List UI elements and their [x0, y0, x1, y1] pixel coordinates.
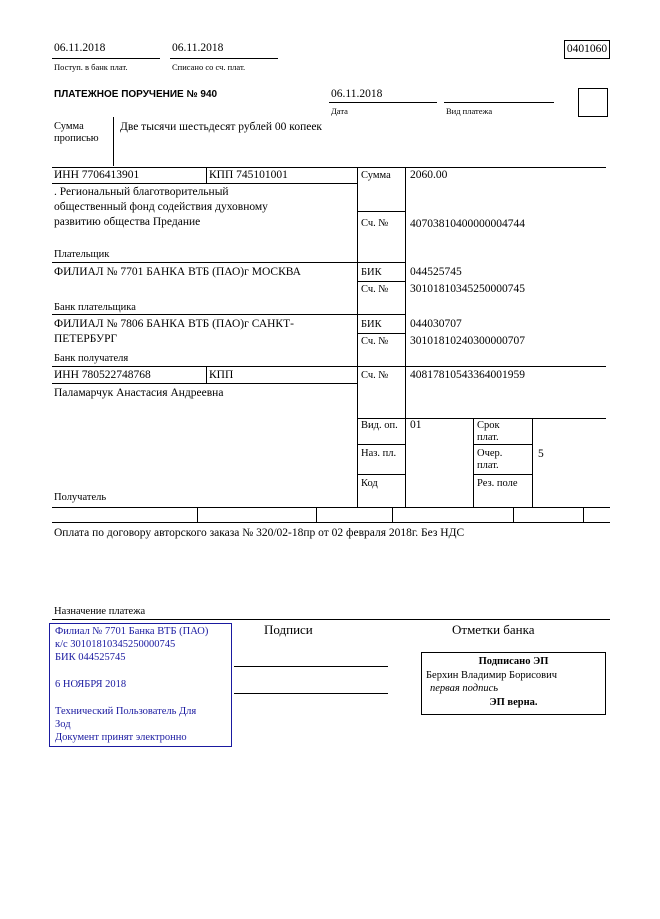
received-date: 06.11.2018	[54, 42, 106, 54]
ep-verified: ЭП верна.	[489, 697, 538, 708]
recipient-bank-account-value: 30101810240300000707	[410, 335, 525, 347]
grid-line	[52, 366, 606, 367]
amount-words-divider	[113, 117, 114, 166]
debited-caption: Списано со сч. плат.	[172, 62, 246, 72]
bank-stamp-line-7: Документ принят электронно	[55, 732, 187, 743]
payer-bank-caption: Банк плательщика	[54, 302, 136, 313]
signature-line-1	[234, 666, 388, 667]
grid-line	[473, 444, 532, 445]
document-date-caption: Дата	[331, 106, 348, 116]
payer-bank-name: ФИЛИАЛ № 7701 БАНКА ВТБ (ПАО)г МОСКВА	[54, 266, 301, 278]
payer-bank-bik-label: БИК	[361, 267, 382, 278]
payer-name-line-3: развитию общества Предание	[54, 216, 201, 228]
ocher-value: 5	[538, 448, 544, 460]
recipient-account-label: Сч. №	[361, 370, 389, 381]
grid-line	[473, 474, 532, 475]
vid-op-label: Вид. оп.	[361, 420, 398, 431]
purpose-text: Оплата по договору авторского заказа № 320/02-18пр от 02 февраля 2018г. Без НДС	[54, 527, 465, 539]
payment-type-caption: Вид платежа	[446, 106, 493, 116]
document-date-line	[329, 102, 437, 103]
grid-line	[52, 314, 405, 315]
recipient-bank-bik-label: БИК	[361, 319, 382, 330]
bank-stamp-line-5: Технический Пользователь Для	[55, 706, 197, 717]
bank-marks-caption: Отметки банка	[452, 622, 535, 637]
payer-caption: Плательщик	[54, 249, 110, 260]
ocher-label-2: плат.	[477, 460, 499, 471]
status-box	[578, 88, 608, 117]
grid-line	[513, 507, 514, 522]
amount-words-text: Две тысячи шестьдесят рублей 00 копеек	[120, 121, 323, 133]
grid-line	[206, 366, 207, 383]
signature-line-2	[234, 693, 388, 694]
ocher-label-1: Очер.	[477, 448, 503, 459]
payer-account-value: 40703810400000004744	[410, 218, 525, 230]
srok-label-1: Срок	[477, 420, 500, 431]
debited-date-line	[170, 58, 278, 59]
recipient-bank-account-label: Сч. №	[361, 336, 389, 347]
ep-signer-name: Берхин Владимир Борисович	[426, 670, 557, 681]
vid-op-value: 01	[410, 419, 422, 431]
ep-signature-box	[421, 652, 606, 715]
grid-line	[357, 474, 405, 475]
srok-label-2: плат.	[477, 432, 499, 443]
received-date-line	[52, 58, 160, 59]
payer-account-label: Сч. №	[361, 218, 389, 229]
bank-stamp-line-1: Филиал № 7701 Банка ВТБ (ПАО)	[55, 626, 209, 637]
payer-name-line-2: общественный фонд содействия духовному	[54, 201, 268, 213]
grid-line	[357, 333, 405, 334]
grid-line	[357, 167, 358, 507]
grid-line	[392, 507, 393, 522]
recipient-kpp: КПП	[209, 369, 234, 381]
document-title: ПЛАТЕЖНОЕ ПОРУЧЕНИЕ № 940	[54, 89, 218, 100]
grid-line	[405, 167, 406, 507]
sum-label: Сумма	[361, 170, 391, 181]
purpose-bottom-line	[52, 619, 610, 620]
grid-line	[206, 167, 207, 183]
grid-line	[52, 383, 357, 384]
bank-stamp-line-3: БИК 044525745	[55, 652, 126, 663]
purpose-caption: Назначение платежа	[54, 606, 146, 617]
recipient-bank-bik-value: 044030707	[410, 318, 462, 330]
ep-note: первая подпись	[430, 683, 499, 694]
payment-type-line	[444, 102, 554, 103]
received-caption: Поступ. в банк плат.	[54, 62, 128, 72]
recipient-bank-name-line-1: ФИЛИАЛ № 7806 БАНКА ВТБ (ПАО)г САНКТ-	[54, 318, 294, 330]
kod-label: Код	[361, 478, 378, 489]
recipient-bank-caption: Банк получателя	[54, 353, 129, 364]
sum-value: 2060.00	[410, 169, 448, 181]
payer-kpp: КПП 745101001	[209, 169, 288, 181]
bank-stamp-line-2: к/с 30101810345250000745	[55, 639, 176, 650]
grid-line	[52, 522, 610, 523]
grid-line	[357, 444, 405, 445]
grid-line	[197, 507, 198, 522]
bank-stamp	[49, 623, 232, 747]
document-date: 06.11.2018	[331, 88, 383, 100]
bank-stamp-date: 6 НОЯБРЯ 2018	[55, 679, 127, 690]
grid-line	[52, 262, 405, 263]
payer-inn: ИНН 7706413901	[54, 169, 140, 181]
amount-words-caption-1: Сумма	[54, 121, 84, 132]
payer-name-line-1: . Региональный благотворительный	[54, 186, 229, 198]
payer-bank-account-value: 30101810345250000745	[410, 283, 525, 295]
signatures-caption: Подписи	[264, 622, 313, 637]
payer-bank-bik-value: 044525745	[410, 266, 462, 278]
grid-line	[583, 507, 584, 522]
recipient-inn: ИНН 780522748768	[54, 369, 151, 381]
rez-pole-label: Рез. поле	[477, 478, 518, 489]
payer-bank-account-label: Сч. №	[361, 284, 389, 295]
grid-line	[473, 418, 474, 507]
recipient-name: Паламарчук Анастасия Андреевна	[54, 387, 224, 399]
naz-pl-label: Наз. пл.	[361, 448, 397, 459]
bank-stamp-line-6: Зод	[55, 719, 71, 730]
form-code-box: 0401060	[564, 40, 610, 59]
recipient-caption: Получатель	[54, 492, 107, 503]
ep-title: Подписано ЭП	[478, 656, 549, 667]
grid-line	[52, 183, 357, 184]
grid-line	[357, 281, 405, 282]
recipient-bank-name-line-2: ПЕТЕРБУРГ	[54, 333, 118, 345]
recipient-account-value: 40817810543364001959	[410, 369, 525, 381]
grid-line	[357, 211, 405, 212]
grid-line	[532, 418, 533, 507]
grid-line	[357, 418, 606, 419]
grid-line	[52, 507, 610, 508]
grid-line	[52, 167, 606, 168]
debited-date: 06.11.2018	[172, 42, 224, 54]
grid-line	[316, 507, 317, 522]
amount-words-caption-2: прописью	[54, 133, 99, 144]
